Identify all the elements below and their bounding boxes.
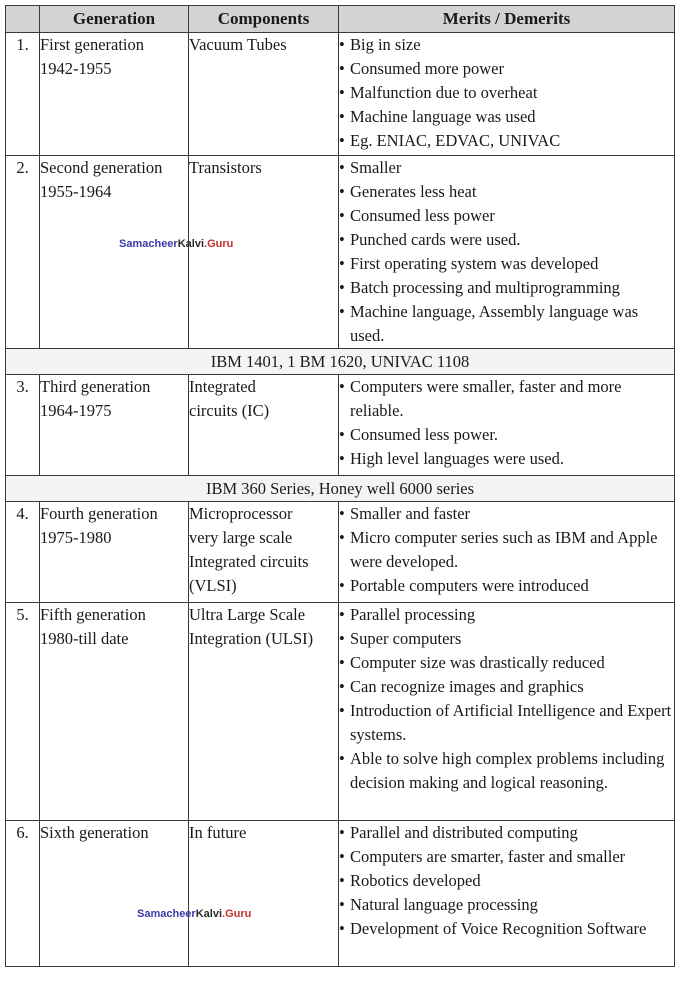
example-row xyxy=(6,349,675,375)
components-cell xyxy=(189,156,339,349)
merits-cell xyxy=(339,603,675,821)
merit-item: • First operating system was developed xyxy=(339,252,674,276)
merit-item: • Introduction of Artificial Intelligence and Expert systems. xyxy=(339,699,674,747)
component-line: Microprocessor xyxy=(189,504,293,523)
merits-cell xyxy=(339,33,675,156)
generation-period: 1975-1980 xyxy=(40,528,112,547)
merit-item: • High level languages were used. xyxy=(339,447,674,471)
row-number: 2. xyxy=(6,156,40,349)
merit-item: • Consumed less power. xyxy=(339,423,674,447)
merit-item: • Computers were smaller, faster and more reliable. xyxy=(339,375,674,423)
merit-item: • Portable computers were introduced xyxy=(339,574,674,598)
component-line: Transistors xyxy=(189,158,262,177)
row-number: 1. xyxy=(6,33,40,156)
table-row xyxy=(6,375,675,476)
generation-name: Sixth generation xyxy=(40,823,149,842)
generation-cell xyxy=(40,33,189,156)
watermark: SamacheerKalvi.Guru xyxy=(119,238,234,250)
component-line: Integrated xyxy=(189,377,256,396)
merit-item: • Natural language processing xyxy=(339,893,674,917)
component-line: Integrated circuits xyxy=(189,552,309,571)
row-number: 4. xyxy=(6,502,40,603)
component-line: (VLSI) xyxy=(189,576,237,595)
generation-period: 1980-till date xyxy=(40,629,129,648)
merit-item: • Batch processing and multiprogramming xyxy=(339,276,674,300)
generation-cell xyxy=(40,603,189,821)
merit-item: • Punched cards were used. xyxy=(339,228,674,252)
component-line: In future xyxy=(189,823,247,842)
header-generation: Generation xyxy=(40,6,189,33)
components-cell xyxy=(189,33,339,156)
example-row xyxy=(6,476,675,502)
generation-name: Fourth generation xyxy=(40,504,158,523)
merit-item: • Super computers xyxy=(339,627,674,651)
component-line: circuits (IC) xyxy=(189,401,270,420)
merit-item: • Computer size was drastically reduced xyxy=(339,651,674,675)
merit-item: • Can recognize images and graphics xyxy=(339,675,674,699)
merit-item: • Eg. ENIAC, EDVAC, UNIVAC xyxy=(339,129,674,153)
merits-cell xyxy=(339,375,675,476)
merits-cell xyxy=(339,502,675,603)
merit-item: • Machine language was used xyxy=(339,105,674,129)
generation-name: Third generation xyxy=(40,377,151,396)
row-number: 3. xyxy=(6,375,40,476)
merit-item: • Smaller and faster xyxy=(339,502,674,526)
row-number: 5. xyxy=(6,603,40,821)
merit-item: • Development of Voice Recognition Software xyxy=(339,917,674,941)
header-merits: Merits / Demerits xyxy=(339,6,675,33)
generation-name: Second generation xyxy=(40,158,163,177)
generations-table xyxy=(5,5,675,967)
generation-period: 1955-1964 xyxy=(40,182,112,201)
table-row xyxy=(6,821,675,967)
merit-item: • Parallel and distributed computing xyxy=(339,821,674,845)
merit-item: • Consumed less power xyxy=(339,204,674,228)
merit-item: • Parallel processing xyxy=(339,603,674,627)
component-line: Ultra Large Scale xyxy=(189,605,306,624)
merit-item: • Micro computer series such as IBM and Apple were developed. xyxy=(339,526,674,574)
generation-period: 1964-1975 xyxy=(40,401,112,420)
generation-cell xyxy=(40,375,189,476)
merit-item: • Machine language, Assembly language was used. xyxy=(339,300,674,348)
table-row xyxy=(6,156,675,349)
components-cell xyxy=(189,502,339,603)
components-cell xyxy=(189,603,339,821)
merits-cell xyxy=(339,821,675,967)
merit-item: • Malfunction due to overheat xyxy=(339,81,674,105)
component-line: Integration (ULSI) xyxy=(189,629,314,648)
watermark: SamacheerKalvi.Guru xyxy=(137,908,252,920)
generation-period: 1942-1955 xyxy=(40,59,112,78)
merit-item: • Consumed more power xyxy=(339,57,674,81)
components-cell xyxy=(189,375,339,476)
examples-cell: IBM 360 Series, Honey well 6000 series xyxy=(6,476,675,502)
merit-item: • Able to solve high complex problems including decision making and logical reasoning. xyxy=(339,747,674,795)
header-components: Components xyxy=(189,6,339,33)
merit-item: • Computers are smarter, faster and smaller xyxy=(339,845,674,869)
components-cell xyxy=(189,821,339,967)
component-line: very large scale xyxy=(189,528,293,547)
row-number: 6. xyxy=(6,821,40,967)
generation-name: Fifth generation xyxy=(40,605,146,624)
component-line: Vacuum Tubes xyxy=(189,35,287,54)
table-row xyxy=(6,33,675,156)
merit-item: • Generates less heat xyxy=(339,180,674,204)
examples-cell: IBM 1401, 1 BM 1620, UNIVAC 1108 xyxy=(6,349,675,375)
header-row xyxy=(6,6,675,33)
merit-item: • Big in size xyxy=(339,33,674,57)
generation-cell xyxy=(40,502,189,603)
header-serial xyxy=(6,6,40,33)
generation-cell xyxy=(40,821,189,967)
merits-cell xyxy=(339,156,675,349)
generation-name: First generation xyxy=(40,35,145,54)
merit-item: • Robotics developed xyxy=(339,869,674,893)
table-row xyxy=(6,502,675,603)
merit-item: • Smaller xyxy=(339,156,674,180)
table-row xyxy=(6,603,675,821)
generation-cell xyxy=(40,156,189,349)
